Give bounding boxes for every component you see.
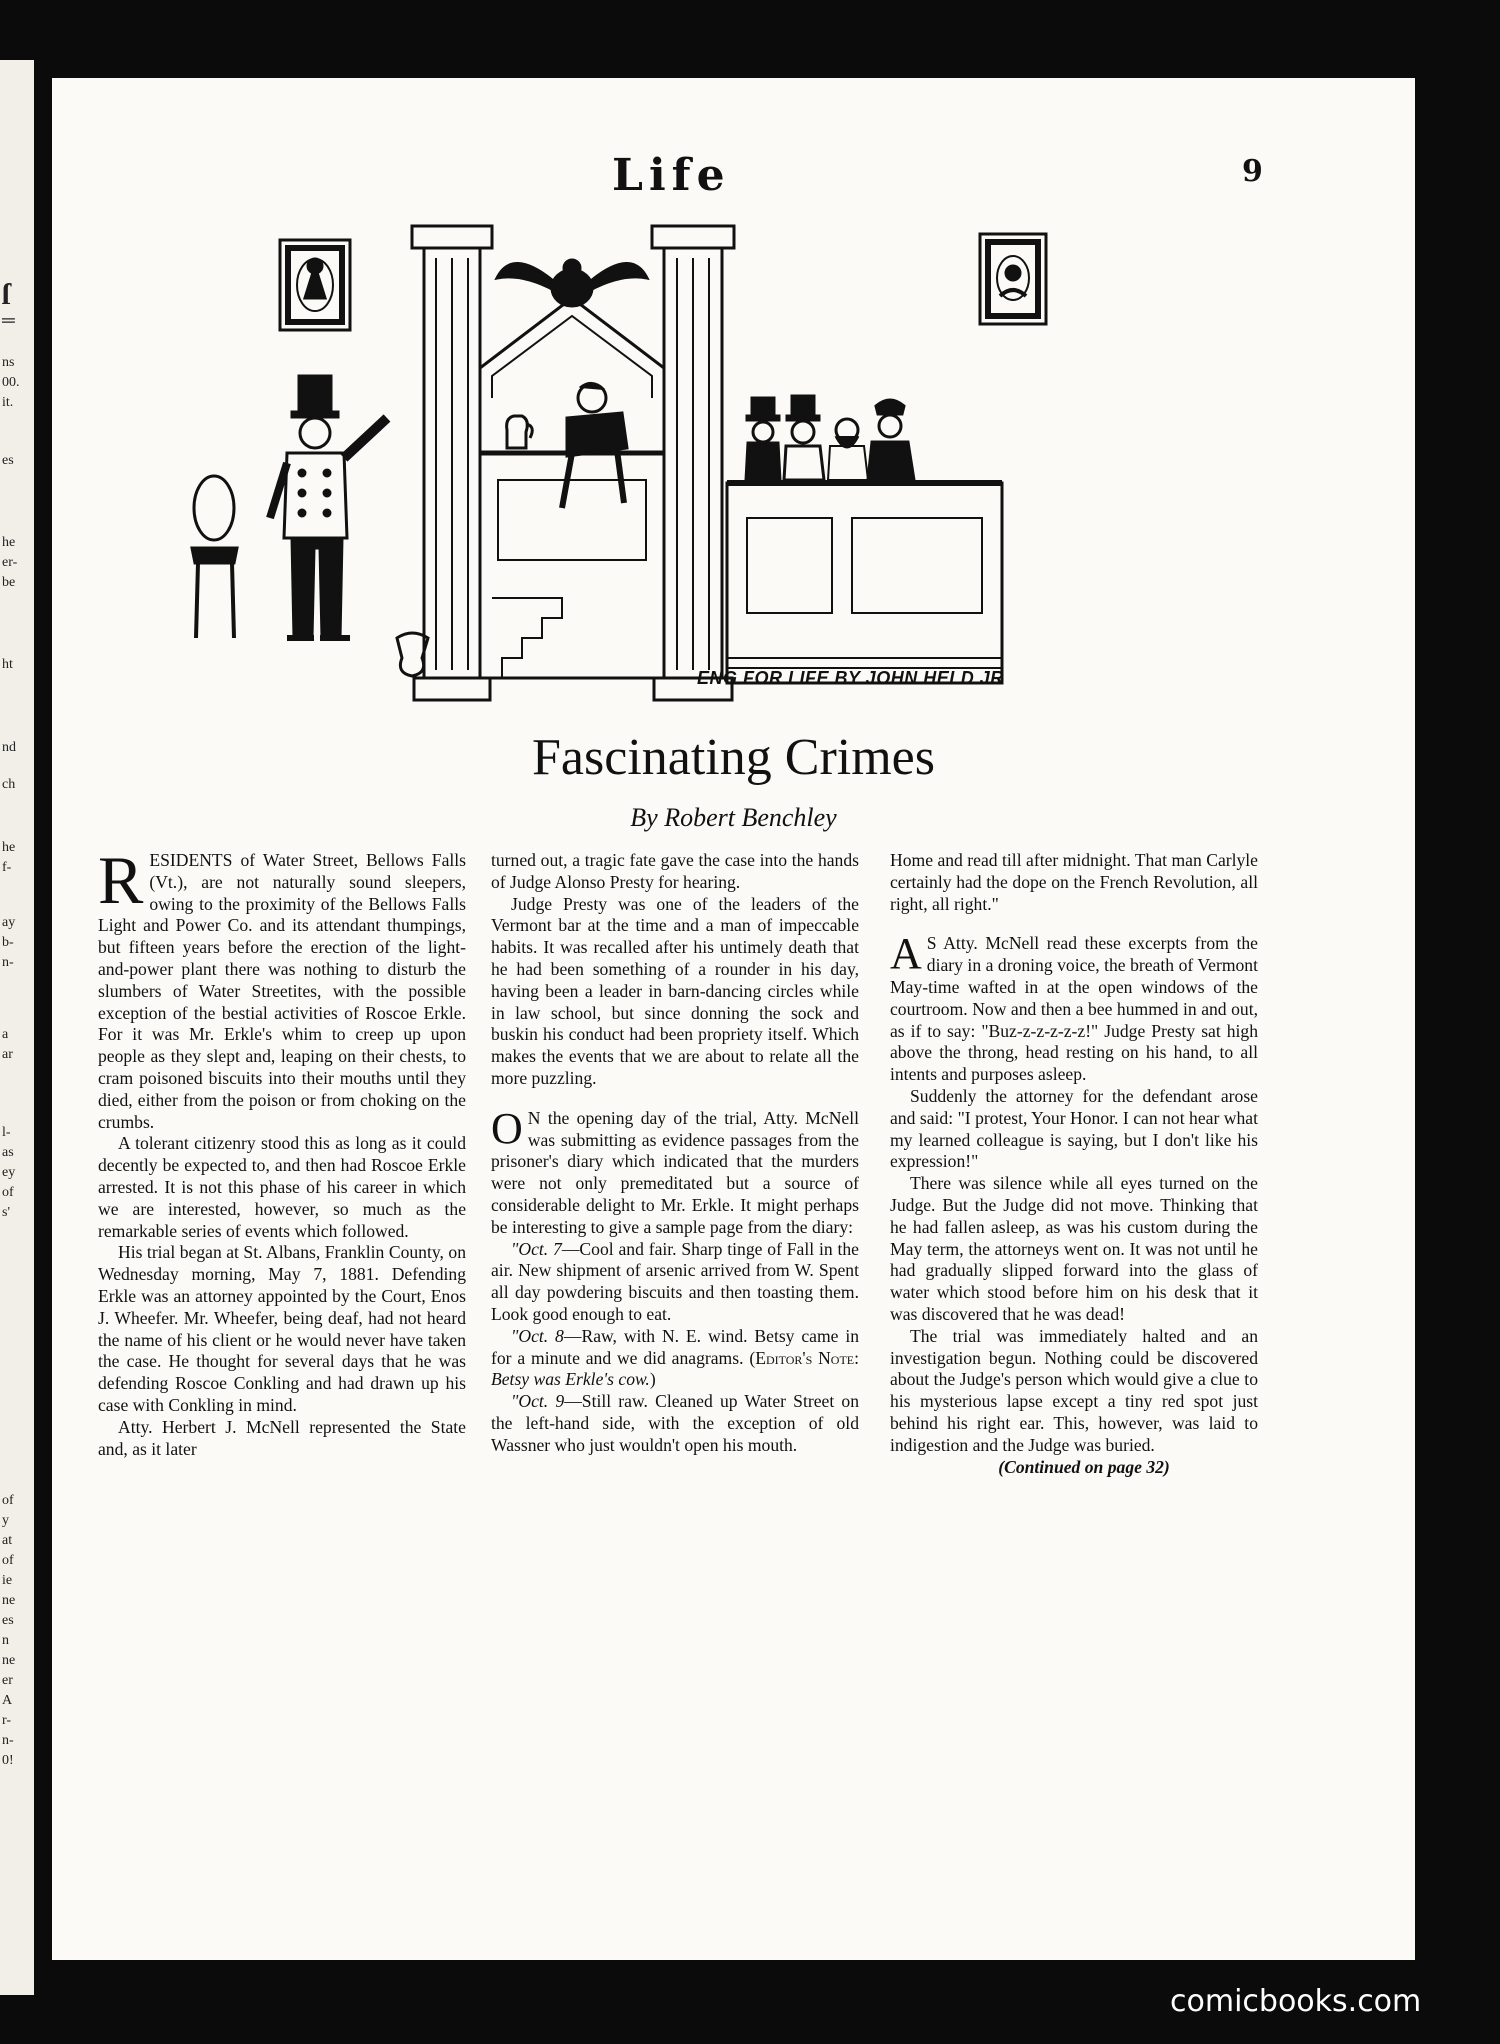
fragment: es	[2, 453, 14, 468]
masthead	[52, 148, 1415, 218]
fragment: ht	[2, 657, 13, 672]
fragment: ne	[2, 1593, 16, 1608]
fragment: ns	[2, 355, 15, 370]
diary-date: "Oct. 9	[511, 1391, 565, 1412]
diary-entry: —Raw, with N. E. wind. Betsy came in for a minute and we did anagrams. (	[491, 1325, 860, 1368]
paragraph: turned out, a tragic fate gave the case into the hands of Judge Alonso Presty for hearing.	[491, 850, 859, 892]
article-column-1	[98, 842, 466, 1460]
fragment: ar	[2, 1047, 13, 1062]
paragraph: A tolerant citizenry stood this as long as it could decently be expected to, and then had Roscoe Erkle arrested. It is not this phase of his career in which we are interested, however, so much as the remarkable series of events which followed.	[98, 1133, 466, 1241]
fragment: ch	[2, 777, 16, 792]
magazine-page	[52, 78, 1415, 1960]
article-column-2	[491, 850, 859, 1457]
fragment: n-	[2, 955, 14, 970]
illustration-credit: ENG FOR LIFE BY JOHN HELD JR	[697, 668, 1004, 688]
article-byline: By Robert Benchley	[630, 803, 837, 832]
fragment: n	[2, 1633, 9, 1648]
diary-date: "Oct. 8	[511, 1325, 564, 1346]
fragment: s'	[2, 1205, 10, 1220]
fragment: be	[2, 575, 16, 590]
fragment: n-	[2, 1733, 14, 1748]
paragraph: N the opening day of the trial, Atty. McNell was submitting as evidence passages from the prisoner's diary which indicated that the murders were not only premeditated but a source of considerable delight to Mr. Erkle. It might perhaps be interesting to give a sample page from the diary:	[491, 1107, 859, 1237]
fragment: he	[2, 840, 16, 855]
fragment: of	[2, 1553, 14, 1568]
paragraph: S Atty. McNell read these excerpts from the diary in a droning voice, the breath of Vermont May-time wafted in at the open windows of the courtroom. Now and then a bee hummed in and out, as if to say: "Buz-z-z-z-z-z!" Judge Presty sat high above the throng, head resting on his hand, to all intents and purposes asleep.	[890, 933, 1258, 1085]
fragment: ie	[2, 1573, 13, 1588]
fragment: it.	[2, 395, 14, 410]
paragraph: Suddenly the attorney for the defendant arose and said: "I protest, Your Honor. I can not hear what my learned colleague is saying, but I don't like his expression!"	[890, 1085, 1258, 1172]
fragment: 00.	[2, 375, 20, 390]
paragraph: Judge Presty was one of the leaders of the Vermont bar at the time and a man of impeccable habits. It was recalled after his untimely death that he had been something of a rounder in his day, having been a leader in barn-dancing circles while in law school, but since donning the sock and buskin his conduct had been propriety itself. Which makes the events that we are about to relate all the more puzzling.	[491, 893, 859, 1088]
paragraph: There was silence while all eyes turned on the Judge. But the Judge did not move. Thinking that he had fallen asleep, as was his custom during the May term, the attorneys went on. It was not until he had gradually slipped forward into the glass of water which stood before him on his desk that it was discovered that he was dead!	[890, 1173, 1258, 1324]
fragment: nd	[2, 740, 16, 755]
fragment: A	[2, 1693, 13, 1708]
fragment: he	[2, 535, 16, 550]
fragment: ne	[2, 1653, 16, 1668]
fragment: at	[2, 1533, 13, 1548]
page-number: 9	[1242, 154, 1263, 189]
fragment: ay	[2, 915, 16, 930]
drop-cap: A	[890, 929, 922, 979]
continued-note: (Continued on page 32)	[998, 1456, 1170, 1477]
editors-note: Betsy was Erkle's cow.	[491, 1369, 650, 1390]
fragment: er-	[2, 555, 18, 570]
fragment: 0!	[2, 1753, 14, 1768]
article-column-3	[890, 850, 1258, 1478]
diary-entry: —Still raw. Cleaned up Water Street on the left-hand side, with the exception of old Wassner who just wouldn't open his mouth.	[491, 1391, 859, 1455]
paragraph: Atty. Herbert J. McNell represented the State and, as it later	[98, 1416, 466, 1459]
fragment: r-	[2, 1713, 12, 1728]
magazine-logo: Life	[612, 150, 731, 201]
drop-cap: O	[491, 1103, 523, 1153]
fragment: a	[2, 1027, 9, 1042]
fragment: of	[2, 1185, 14, 1200]
site-watermark: comicbooks.com	[1170, 1984, 1422, 2019]
drop-cap: R	[98, 842, 144, 918]
courtroom-illustration	[162, 218, 1162, 773]
editors-note-label: Editor's Note:	[755, 1347, 860, 1368]
fragment: y	[2, 1513, 9, 1528]
diary-entry: —Cool and fair. Sharp tinge of Fall in the air. New shipment of arsenic arrived from W. Spent all day powdering biscuits and then toasting them. Look good enough to eat.	[491, 1238, 859, 1324]
paragraph: ESIDENTS of Water Street, Bellows Falls (Vt.), are not naturally sound sleepers, owing to the proximity of the Bellows Falls Light and Power Co. and its attendant thumpings, but fifteen years before the erection of the light-and-power plant there was nothing to disturb the slumbers of Water Streetites, with the possible exception of the bestial activities of Roscoe Erkle. For it was Mr. Erkle's whim to creep up upon people as they slept and, leaping on their chests, to cram poisoned biscuits into their mouths until they died, either from the poison or from choking on the crumbs.	[98, 850, 466, 1132]
adjacent-page-strip: ſ ═ ns 00. it. es he er- be ht nd ch he f- ay b- n- a ar l- as ey of s' of y at of ie ne es n ne er A r- n- 0!	[0, 60, 34, 1995]
fragment: b-	[2, 935, 14, 950]
fragment: er	[2, 1673, 13, 1688]
diary-date: "Oct. 7	[511, 1238, 562, 1259]
paragraph: The trial was immediately halted and an investigation begun. Nothing could be discovered about the Judge's person which would give a clue to his mysterious lapse except a tiny red spot just behind his right ear. This, however, was laid to indigestion and the Judge was buried.	[890, 1325, 1258, 1455]
fragment: of	[2, 1493, 14, 1508]
fragment: es	[2, 1613, 14, 1628]
paragraph: His trial began at St. Albans, Franklin County, on Wednesday morning, May 7, 1881. Defending Erkle was an attorney appointed by the Court, Enos J. Wheefer. Mr. Wheefer, being deaf, had not heard the name of his client or he would never have taken the case. He thought for several days that he was defending Roscoe Conkling and had drawn up his case with Conkling in mind.	[98, 1242, 466, 1415]
fragment: ey	[2, 1165, 16, 1180]
paragraph: Home and read till after midnight. That man Carlyle certainly had the dope on the French Revolution, all right, all right."	[890, 850, 1258, 914]
fragment: f-	[2, 860, 12, 875]
fragment: as	[2, 1145, 14, 1160]
closing-paren: )	[649, 1369, 656, 1390]
fragment: l-	[2, 1125, 11, 1140]
article-title: Fascinating Crimes	[532, 729, 935, 786]
